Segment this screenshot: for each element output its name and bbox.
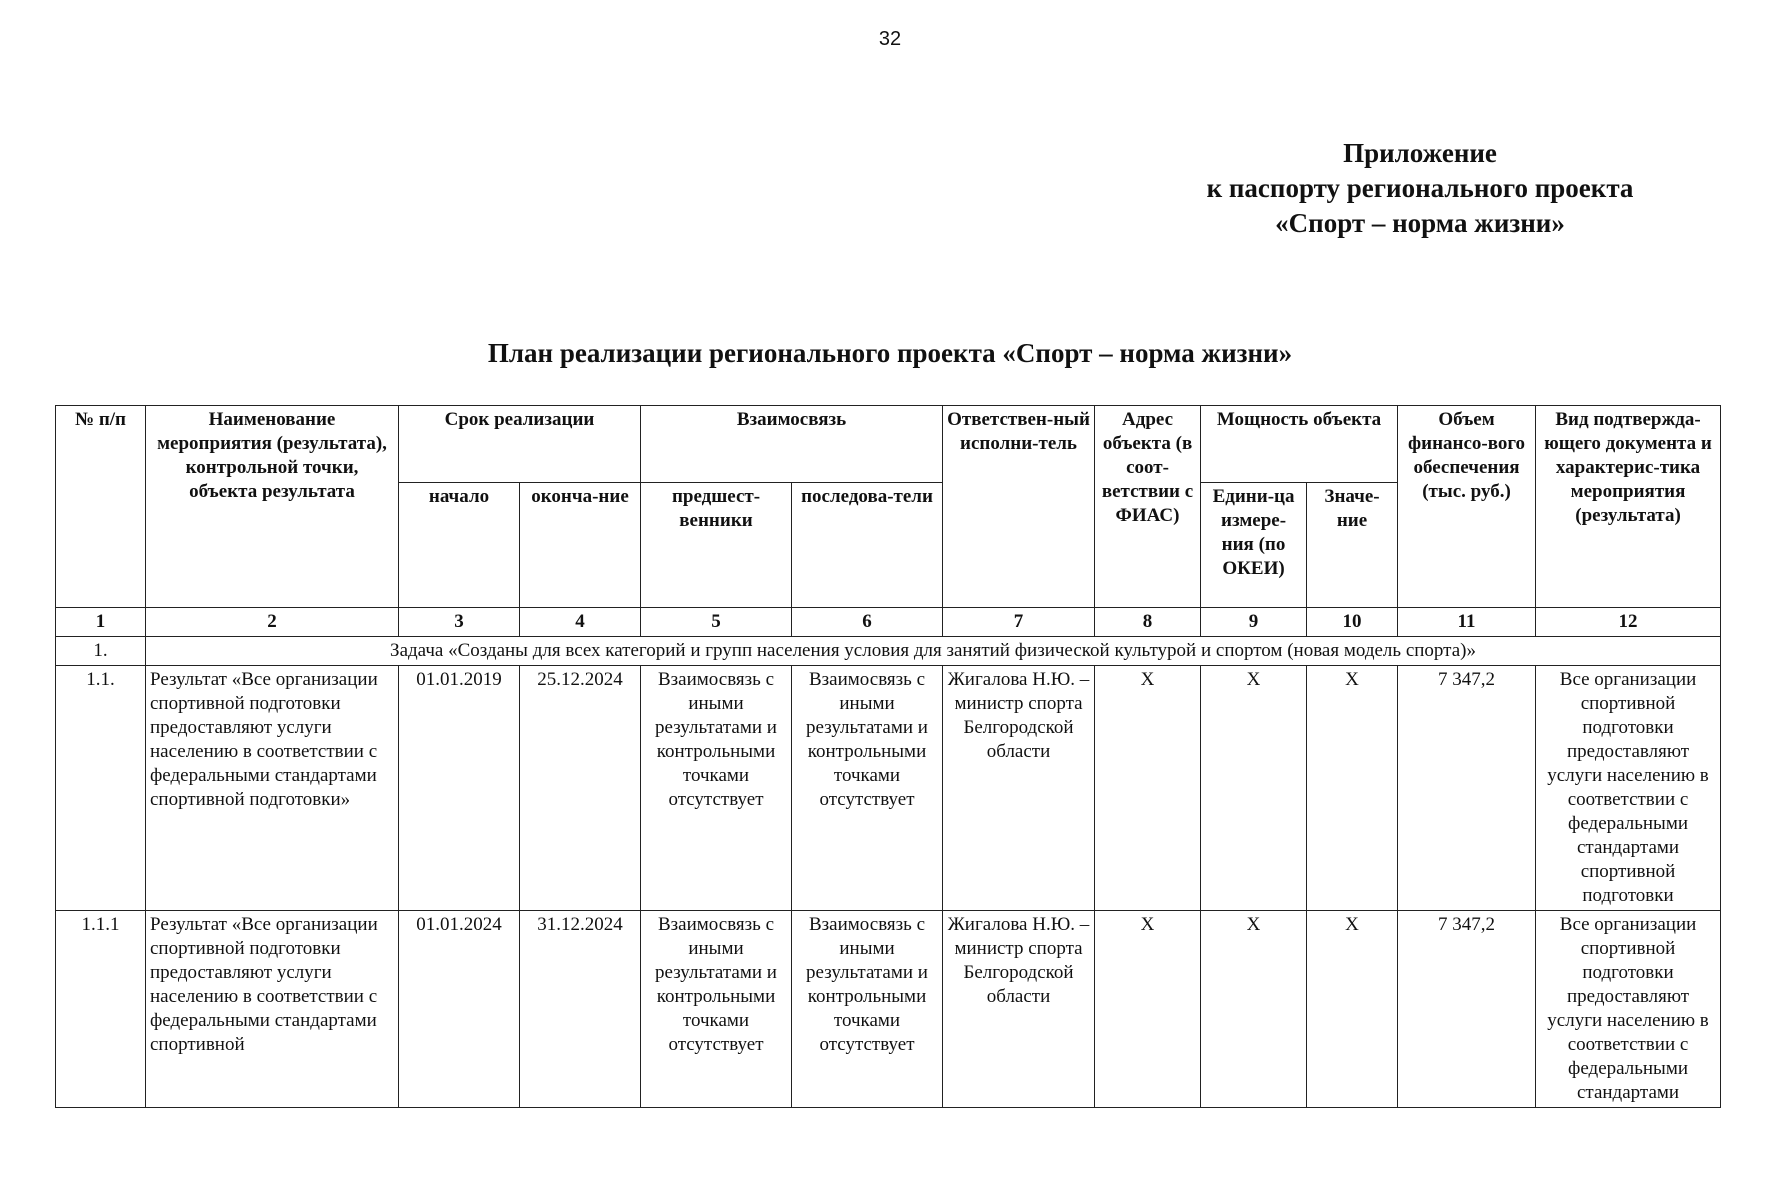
header-responsible: Ответствен-ный исполни-тель xyxy=(943,406,1095,608)
column-number: 9 xyxy=(1201,608,1307,637)
column-number: 10 xyxy=(1307,608,1398,637)
row-responsible: Жигалова Н.Ю. – министр спорта Белгородской области xyxy=(943,666,1095,911)
row-responsible: Жигалова Н.Ю. – министр спорта Белгородской области xyxy=(943,911,1095,1108)
header-doc-type: Вид подтвержда-ющего документа и характерис-тика мероприятия (результата) xyxy=(1536,406,1721,608)
task-num: 1. xyxy=(56,637,146,666)
row-start-date: 01.01.2024 xyxy=(399,911,520,1108)
row-value: X xyxy=(1307,666,1398,911)
document-title: План реализации регионального проекта «Спорт – норма жизни» xyxy=(487,338,1293,368)
row-end-date: 25.12.2024 xyxy=(520,666,641,911)
row-start-date: 01.01.2019 xyxy=(399,666,520,911)
row-predecessors: Взаимосвязь с иными результатами и контрольными точками отсутствует xyxy=(641,911,792,1108)
row-num: 1.1.1 xyxy=(56,911,146,1108)
header-term-end: оконча-ние xyxy=(520,483,641,608)
row-successors: Взаимосвязь с иными результатами и контрольными точками отсутствует xyxy=(792,666,943,911)
table-row xyxy=(56,666,1721,911)
table-row xyxy=(56,911,1721,1108)
row-unit: X xyxy=(1201,911,1307,1108)
row-value: X xyxy=(1307,911,1398,1108)
implementation-plan-table xyxy=(55,405,1721,1108)
row-address: X xyxy=(1095,666,1201,911)
header-link-prev: предшест-венники xyxy=(641,483,792,608)
row-document: Все организации спортивной подготовки предоставляют услуги населению в соответствии с федеральными стандартами спортивной подготовки xyxy=(1536,666,1721,911)
header-funding: Объем финансо-вого обеспечения (тыс. руб.) xyxy=(1398,406,1536,608)
appendix-header xyxy=(1160,136,1680,241)
task-row xyxy=(56,637,1721,666)
appendix-line-3: «Спорт – норма жизни» xyxy=(1275,208,1565,238)
header-cap-unit: Едини-ца измере-ния (по ОКЕИ) xyxy=(1201,483,1307,608)
appendix-line-2: к паспорту регионального проекта xyxy=(1206,173,1634,203)
appendix-line-1: Приложение xyxy=(1343,138,1497,168)
header-row-1 xyxy=(56,406,1721,483)
header-num: № п/п xyxy=(56,406,146,608)
row-address: X xyxy=(1095,911,1201,1108)
row-successors: Взаимосвязь с иными результатами и контрольными точками отсутствует xyxy=(792,911,943,1108)
column-number: 4 xyxy=(520,608,641,637)
column-number: 3 xyxy=(399,608,520,637)
header-link: Взаимосвязь xyxy=(641,406,943,483)
column-number: 1 xyxy=(56,608,146,637)
header-name: Наименование мероприятия (результата), контрольной точки, объекта результата xyxy=(146,406,399,608)
row-funding: 7 347,2 xyxy=(1398,666,1536,911)
row-end-date: 31.12.2024 xyxy=(520,911,641,1108)
row-document: Все организации спортивной подготовки предоставляют услуги населению в соответствии с федеральными стандартами xyxy=(1536,911,1721,1108)
header-link-next: последова-тели xyxy=(792,483,943,608)
header-address: Адрес объекта (в соот-ветствии с ФИАС) xyxy=(1095,406,1201,608)
column-number: 12 xyxy=(1536,608,1721,637)
header-term-start: начало xyxy=(399,483,520,608)
header-term: Срок реализации xyxy=(399,406,641,483)
column-number: 2 xyxy=(146,608,399,637)
row-predecessors: Взаимосвязь с иными результатами и контрольными точками отсутствует xyxy=(641,666,792,911)
row-unit: X xyxy=(1201,666,1307,911)
column-number: 11 xyxy=(1398,608,1536,637)
column-number: 8 xyxy=(1095,608,1201,637)
page-number: 32 xyxy=(878,28,902,50)
column-number-row xyxy=(56,608,1721,637)
column-number: 6 xyxy=(792,608,943,637)
task-text: Задача «Созданы для всех категорий и групп населения условия для занятий физической культурой и спортом (новая модель спорта)» xyxy=(146,637,1721,666)
row-num: 1.1. xyxy=(56,666,146,911)
header-capacity: Мощность объекта xyxy=(1201,406,1398,483)
column-number: 5 xyxy=(641,608,792,637)
row-name: Результат «Все организации спортивной подготовки предоставляют услуги населению в соответствии с федеральными стандартами спортивной xyxy=(146,911,399,1108)
column-number: 7 xyxy=(943,608,1095,637)
row-name: Результат «Все организации спортивной подготовки предоставляют услуги населению в соответствии с федеральными стандартами спортивной подготовки» xyxy=(146,666,399,911)
row-funding: 7 347,2 xyxy=(1398,911,1536,1108)
header-cap-value: Значе-ние xyxy=(1307,483,1398,608)
